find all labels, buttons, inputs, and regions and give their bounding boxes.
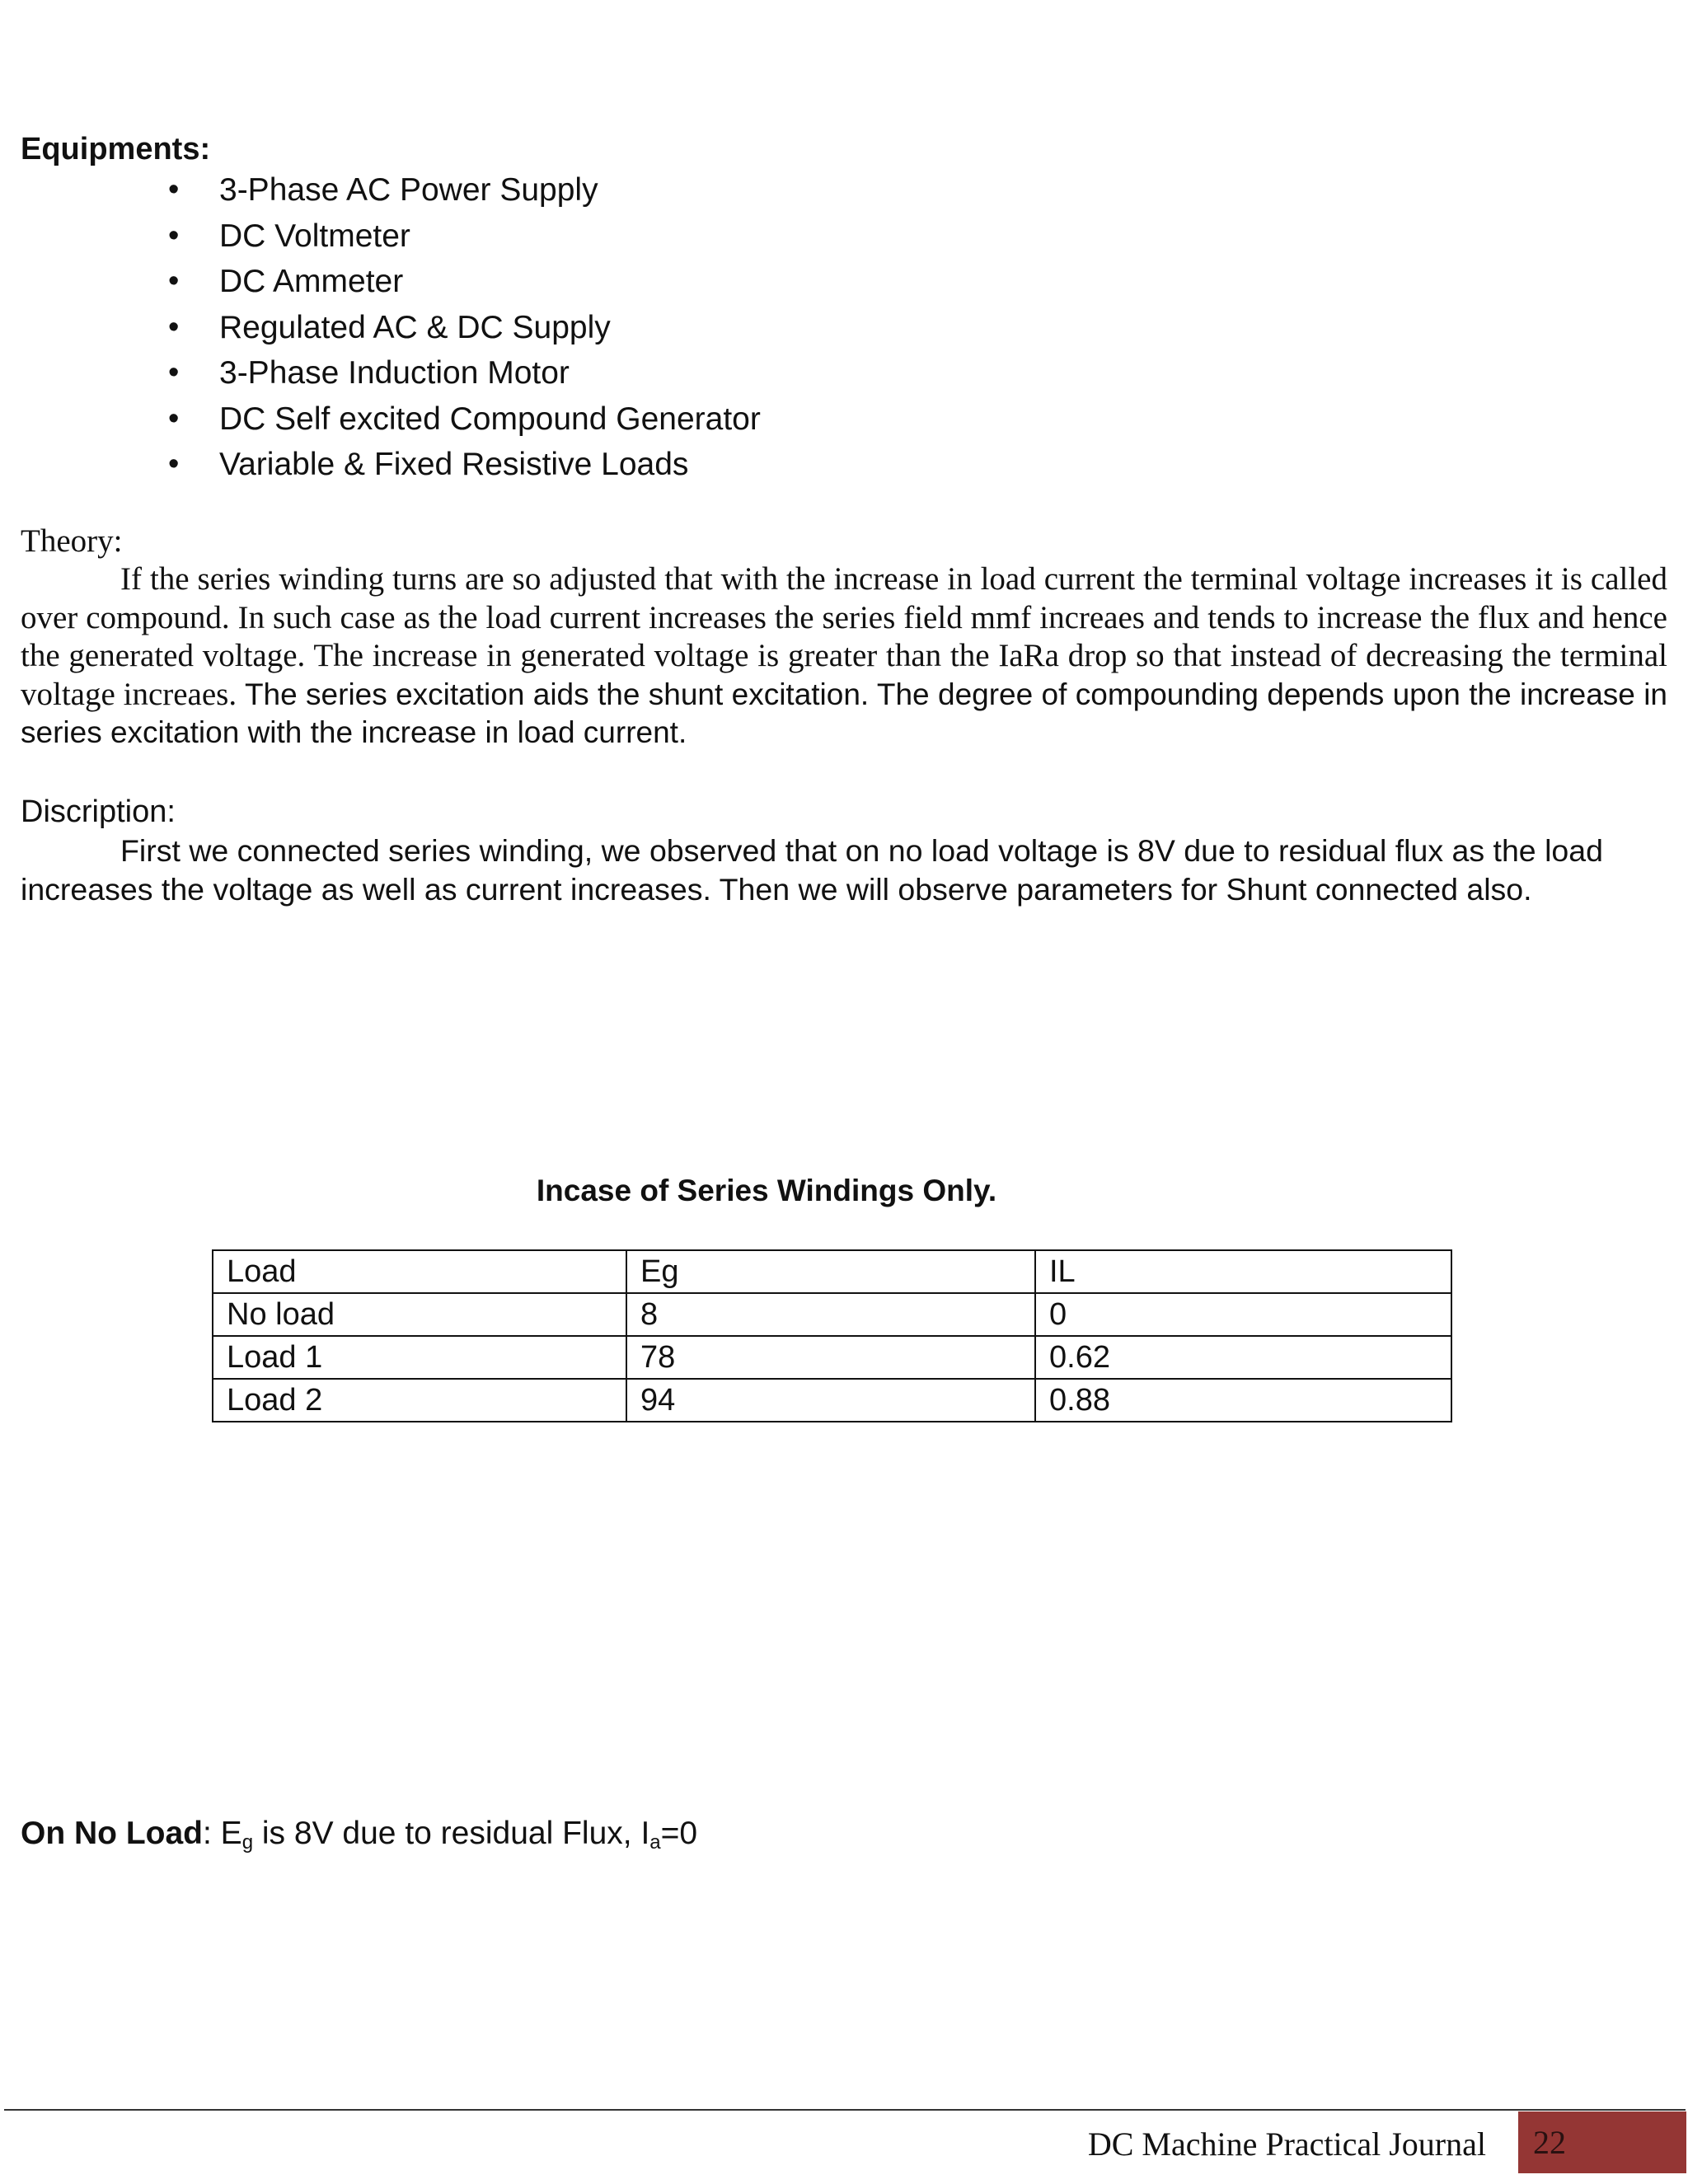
footer-divider xyxy=(4,2109,1686,2111)
no-load-statement xyxy=(21,1813,697,1854)
table-header-cell: Eg xyxy=(626,1250,1035,1293)
no-load-label: On No Load xyxy=(21,1816,203,1851)
equipments-heading: Equipments: xyxy=(21,132,211,166)
list-item: • 3-Phase AC Power Supply xyxy=(165,167,761,213)
table-header-row xyxy=(213,1250,1451,1293)
list-item: • 3-Phase Induction Motor xyxy=(165,350,761,396)
list-item: • Variable & Fixed Resistive Loads xyxy=(165,442,761,488)
table-row xyxy=(213,1293,1451,1336)
list-item: • DC Ammeter xyxy=(165,259,761,305)
eg-symbol: E xyxy=(220,1816,242,1851)
list-item: • DC Self excited Compound Generator xyxy=(165,396,761,443)
no-load-colon: : xyxy=(202,1816,212,1851)
no-load-text: is 8V due to residual Flux, xyxy=(253,1816,641,1851)
ia-subscript: a xyxy=(649,1831,661,1854)
table-cell: No load xyxy=(213,1293,626,1336)
table-cell: 0 xyxy=(1035,1293,1451,1336)
page-number: 22 xyxy=(1518,2111,1686,2173)
theory-text-serif: If the series winding turns are so adjusted that with the increase in load current the terminal voltage increases it is called over compound. In such case as the load current increases the series field mmf increaes and tends to increase the flux and hence the generated voltage. The increase in generated voltage is greater than the IaRa drop so that instead of decreasing the terminal voltage increaes. xyxy=(21,561,1667,712)
description-text: First we connected series winding, we observed that on no load voltage is 8V due to residual flux as the load increases the voltage as well as current increases. Then we will observe parameters for Shunt connected also. xyxy=(21,833,1603,907)
table-header-cell: IL xyxy=(1035,1250,1451,1293)
theory-text-sans: The series excitation aids the shunt excitation. The degree of compounding depends upon the increase in series excitation with the increase in load current. xyxy=(21,677,1668,749)
description-heading: Discription: xyxy=(21,794,176,829)
table-cell: 0.88 xyxy=(1035,1379,1451,1422)
table-cell: Load 1 xyxy=(213,1336,626,1379)
equipment-list xyxy=(165,167,761,488)
ia-symbol: I xyxy=(640,1816,650,1851)
table-caption: Incase of Series Windings Only. xyxy=(536,1174,997,1207)
table-header-cell: Load xyxy=(213,1250,626,1293)
table-cell: Load 2 xyxy=(213,1379,626,1422)
table-cell: 0.62 xyxy=(1035,1336,1451,1379)
ia-value: =0 xyxy=(660,1816,698,1851)
list-item: • DC Voltmeter xyxy=(165,213,761,260)
table-cell: 94 xyxy=(626,1379,1035,1422)
theory-paragraph xyxy=(21,560,1667,752)
footer-title: DC Machine Practical Journal xyxy=(1087,2125,1486,2163)
table-cell: 78 xyxy=(626,1336,1035,1379)
eg-subscript: g xyxy=(241,1831,254,1854)
theory-heading: Theory: xyxy=(21,523,123,559)
table-row xyxy=(213,1336,1451,1379)
table-row xyxy=(213,1379,1451,1422)
list-item: • Regulated AC & DC Supply xyxy=(165,305,761,351)
data-table xyxy=(212,1249,1452,1422)
table-cell: 8 xyxy=(626,1293,1035,1336)
description-paragraph xyxy=(21,832,1667,908)
